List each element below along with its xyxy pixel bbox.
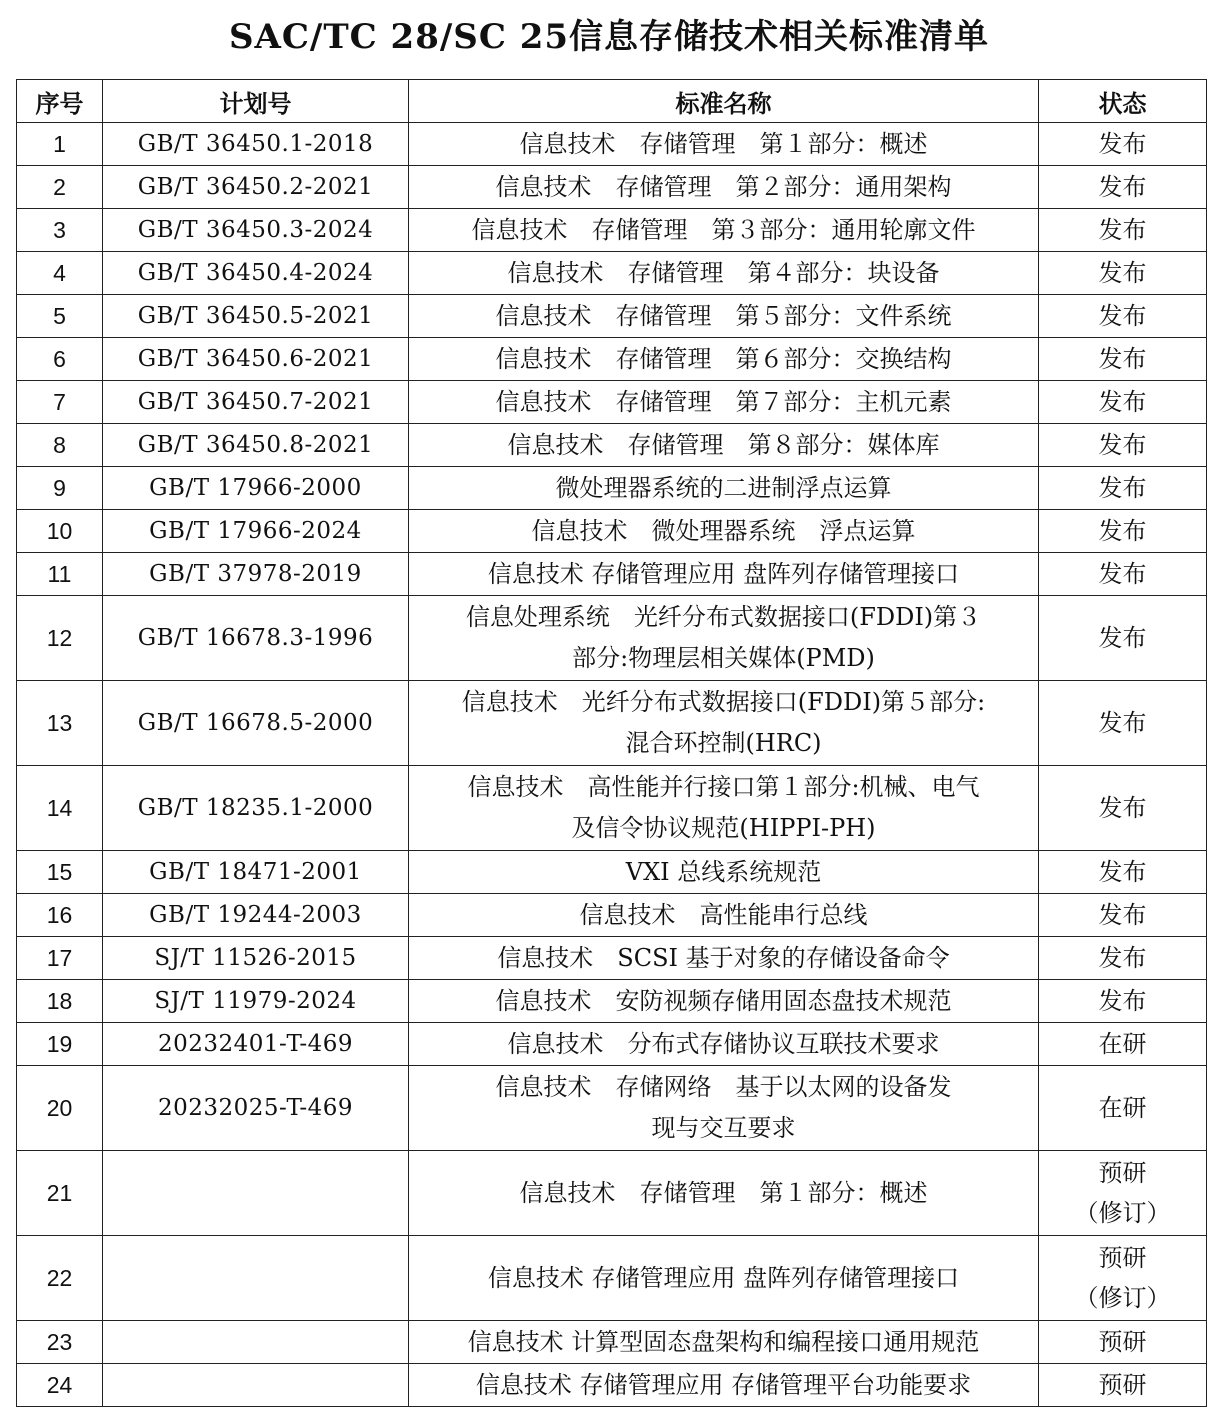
status-cell: 发布 [1039,467,1207,510]
status-cell: 发布 [1039,681,1207,766]
serial-number-cell: 16 [17,894,103,937]
serial-number-cell: 20 [17,1066,103,1151]
standard-name-cell: 微处理器系统的二进制浮点运算 [409,467,1039,510]
plan-number-cell: GB/T 17966-2000 [103,467,409,510]
plan-number-cell: GB/T 18235.1-2000 [103,766,409,851]
standard-name-cell: 信息技术 存储管理 第５部分：文件系统 [409,295,1039,338]
plan-number-cell: GB/T 36450.5-2021 [103,295,409,338]
serial-number-cell: 17 [17,937,103,980]
standard-name-cell: 信息技术 存储管理应用 盘阵列存储管理接口 [409,553,1039,596]
serial-number-cell: 18 [17,980,103,1023]
status-cell: 发布 [1039,851,1207,894]
table-row [17,681,1207,766]
serial-number-cell: 22 [17,1236,103,1321]
status-cell: 预研 [1039,1321,1207,1364]
standard-name-cell: 信息技术 高性能并行接口第１部分:机械、电气 及信令协议规范(HIPPI-PH) [409,766,1039,851]
standard-name-cell: 信息技术 SCSI 基于对象的存储设备命令 [409,937,1039,980]
serial-number-cell: 15 [17,851,103,894]
table-row [17,1321,1207,1364]
standard-name-cell: 信息技术 存储管理 第４部分：块设备 [409,252,1039,295]
header-serial-number: 序号 [17,80,103,123]
standard-name-cell: 信息技术 存储管理 第１部分：概述 [409,123,1039,166]
serial-number-cell: 14 [17,766,103,851]
serial-number-cell: 6 [17,338,103,381]
serial-number-cell: 5 [17,295,103,338]
standard-name-cell: 信息技术 安防视频存储用固态盘技术规范 [409,980,1039,1023]
plan-number-cell [103,1364,409,1407]
table-row [17,766,1207,851]
plan-number-cell [103,1151,409,1236]
standard-name-cell: 信息技术 存储管理 第６部分：交换结构 [409,338,1039,381]
plan-number-cell: GB/T 36450.6-2021 [103,338,409,381]
serial-number-cell: 4 [17,252,103,295]
table-row [17,381,1207,424]
status-cell: 发布 [1039,553,1207,596]
plan-number-cell: GB/T 36450.2-2021 [103,166,409,209]
table-row [17,596,1207,681]
table-row [17,980,1207,1023]
plan-number-cell: GB/T 36450.3-2024 [103,209,409,252]
status-cell: 发布 [1039,166,1207,209]
plan-number-cell: GB/T 19244-2003 [103,894,409,937]
table-body [17,123,1207,1407]
table-row [17,166,1207,209]
table-row [17,1151,1207,1236]
standard-name-cell: VXI 总线系统规范 [409,851,1039,894]
status-cell: 发布 [1039,209,1207,252]
serial-number-cell: 23 [17,1321,103,1364]
document-title: SAC/TC 28/SC 25信息存储技术相关标准清单 [228,17,990,57]
status-cell: 发布 [1039,980,1207,1023]
plan-number-cell: SJ/T 11979-2024 [103,980,409,1023]
standard-name-cell: 信息技术 存储管理 第１部分：概述 [409,1151,1039,1236]
plan-number-cell: GB/T 37978-2019 [103,553,409,596]
table-row [17,553,1207,596]
plan-number-cell: GB/T 18471-2001 [103,851,409,894]
standard-name-cell: 信息技术 存储网络 基于以太网的设备发 现与交互要求 [409,1066,1039,1151]
status-cell: 发布 [1039,510,1207,553]
status-cell: 发布 [1039,338,1207,381]
status-cell: 在研 [1039,1066,1207,1151]
status-cell: 发布 [1039,894,1207,937]
table-row [17,467,1207,510]
status-cell: 发布 [1039,937,1207,980]
plan-number-cell: GB/T 36450.1-2018 [103,123,409,166]
table-row [17,209,1207,252]
plan-number-cell: GB/T 36450.4-2024 [103,252,409,295]
serial-number-cell: 11 [17,553,103,596]
header-plan-number: 计划号 [103,80,409,123]
plan-number-cell: GB/T 16678.5-2000 [103,681,409,766]
serial-number-cell: 10 [17,510,103,553]
table-row [17,1066,1207,1151]
serial-number-cell: 2 [17,166,103,209]
table-row [17,338,1207,381]
status-cell: 发布 [1039,424,1207,467]
table-row [17,295,1207,338]
standard-name-cell: 信息技术 计算型固态盘架构和编程接口通用规范 [409,1321,1039,1364]
table-row [17,851,1207,894]
plan-number-cell: 20232025-T-469 [103,1066,409,1151]
standard-name-cell: 信息技术 存储管理应用 盘阵列存储管理接口 [409,1236,1039,1321]
serial-number-cell: 7 [17,381,103,424]
table-row [17,424,1207,467]
standard-name-cell: 信息技术 存储管理 第２部分：通用架构 [409,166,1039,209]
table-row [17,252,1207,295]
plan-number-cell [103,1236,409,1321]
serial-number-cell: 13 [17,681,103,766]
table-header-row [17,80,1207,123]
status-cell: 预研 [1039,1364,1207,1407]
plan-number-cell: 20232401-T-469 [103,1023,409,1066]
standards-table [16,79,1207,1407]
table-row [17,123,1207,166]
status-cell: 在研 [1039,1023,1207,1066]
status-cell: 发布 [1039,295,1207,338]
serial-number-cell: 24 [17,1364,103,1407]
serial-number-cell: 19 [17,1023,103,1066]
standard-name-cell: 信息技术 分布式存储协议互联技术要求 [409,1023,1039,1066]
standard-name-cell: 信息技术 光纤分布式数据接口(FDDI)第５部分: 混合环控制(HRC) [409,681,1039,766]
status-cell: 预研 （修订） [1039,1151,1207,1236]
standard-name-cell: 信息技术 存储管理应用 存储管理平台功能要求 [409,1364,1039,1407]
serial-number-cell: 12 [17,596,103,681]
serial-number-cell: 21 [17,1151,103,1236]
table-row [17,894,1207,937]
standard-name-cell: 信息技术 存储管理 第７部分：主机元素 [409,381,1039,424]
standard-name-cell: 信息技术 高性能串行总线 [409,894,1039,937]
plan-number-cell: GB/T 36450.7-2021 [103,381,409,424]
standard-name-cell: 信息处理系统 光纤分布式数据接口(FDDI)第３ 部分:物理层相关媒体(PMD) [409,596,1039,681]
header-status: 状态 [1039,80,1207,123]
plan-number-cell: GB/T 17966-2024 [103,510,409,553]
serial-number-cell: 3 [17,209,103,252]
status-cell: 发布 [1039,123,1207,166]
plan-number-cell: GB/T 36450.8-2021 [103,424,409,467]
status-cell: 发布 [1039,596,1207,681]
table-row [17,1236,1207,1321]
header-standard-name: 标准名称 [409,80,1039,123]
status-cell: 发布 [1039,381,1207,424]
standard-name-cell: 信息技术 微处理器系统 浮点运算 [409,510,1039,553]
serial-number-cell: 9 [17,467,103,510]
plan-number-cell: SJ/T 11526-2015 [103,937,409,980]
standard-name-cell: 信息技术 存储管理 第８部分：媒体库 [409,424,1039,467]
status-cell: 预研 （修订） [1039,1236,1207,1321]
status-cell: 发布 [1039,766,1207,851]
serial-number-cell: 1 [17,123,103,166]
table-row [17,937,1207,980]
plan-number-cell: GB/T 16678.3-1996 [103,596,409,681]
table-row [17,1023,1207,1066]
standard-name-cell: 信息技术 存储管理 第３部分：通用轮廓文件 [409,209,1039,252]
serial-number-cell: 8 [17,424,103,467]
table-row [17,1364,1207,1407]
plan-number-cell [103,1321,409,1364]
table-row [17,510,1207,553]
status-cell: 发布 [1039,252,1207,295]
